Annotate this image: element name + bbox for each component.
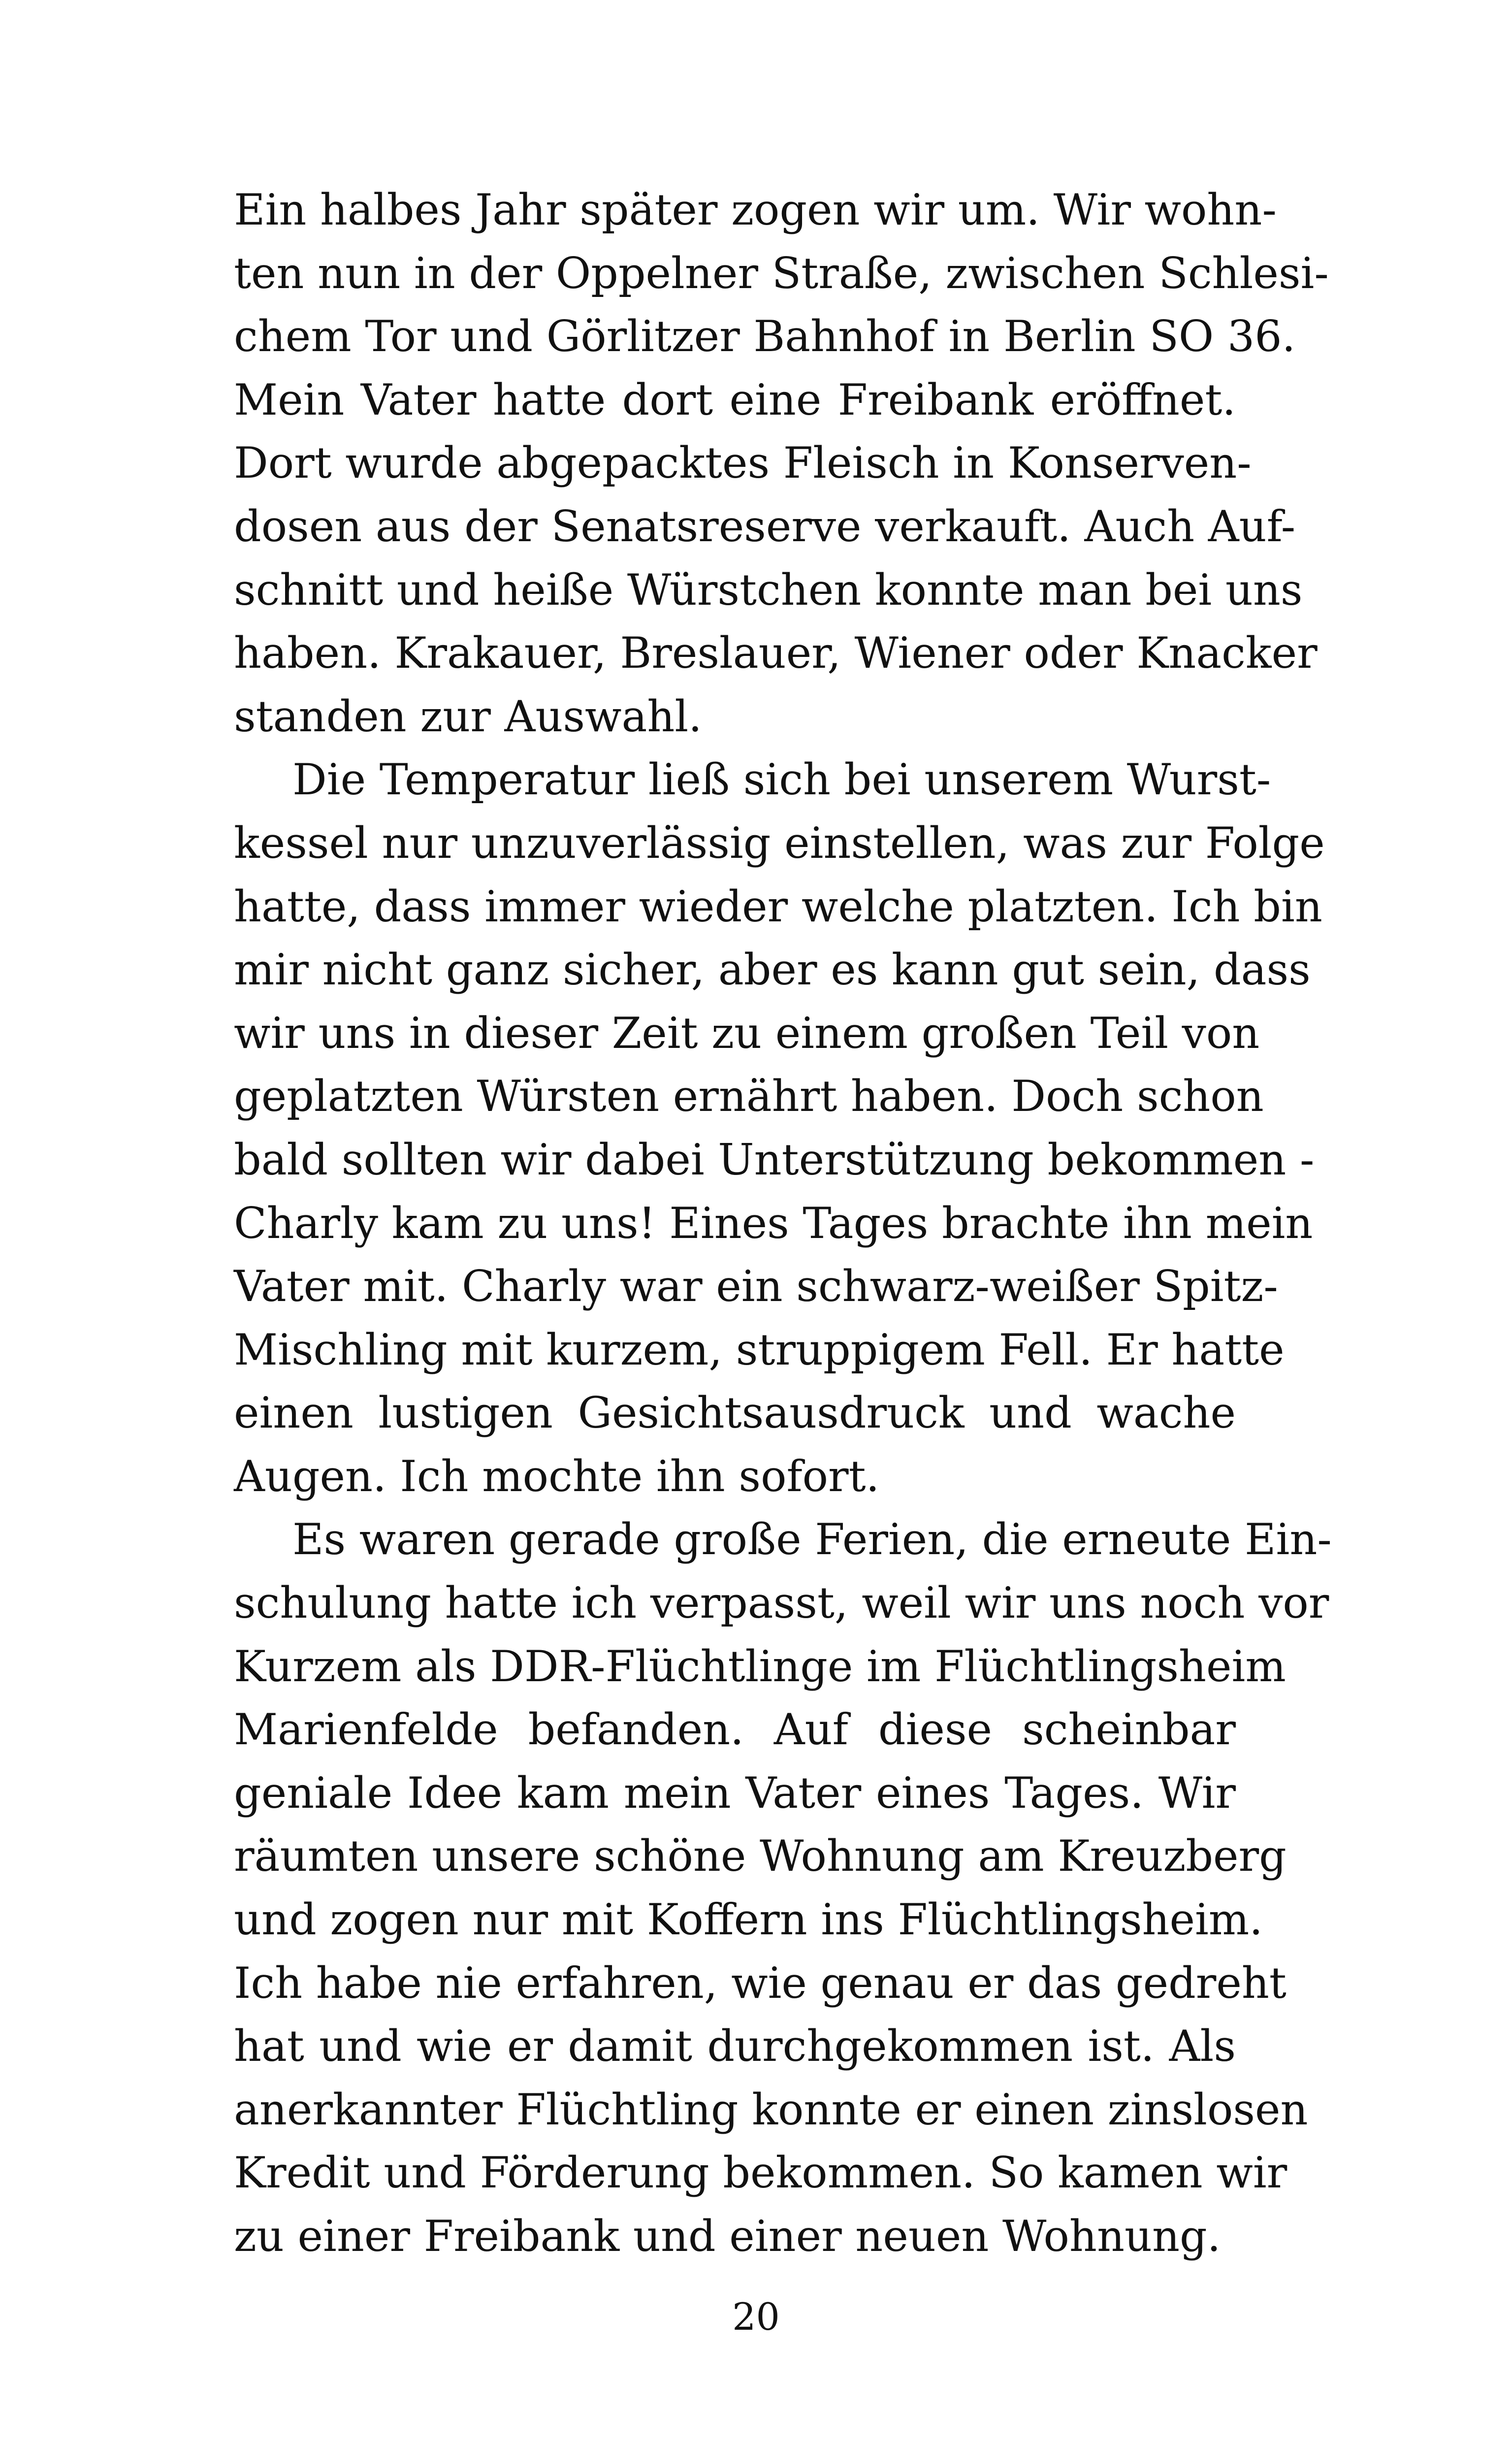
- paragraph-2-line-8: Charly kam zu uns! Eines Tages brachte ihn mein: [234, 1198, 1313, 1248]
- paragraph-1-line-9: standen zur Auswahl.: [234, 691, 702, 742]
- paragraph-1-line-2: ten nun in der Oppelner Straße, zwischen Schlesi-: [234, 248, 1329, 298]
- paragraph-3-line-9: hat und wie er damit durchgekommen ist. Als: [234, 2021, 1236, 2072]
- page-number: 20: [732, 2295, 780, 2339]
- paragraph-1-line-8: haben. Krakauer, Breslauer, Wiener oder Knacker: [234, 628, 1318, 679]
- paragraph-1-line-7: schnitt und heiße Würstchen konnte man bei uns: [234, 564, 1303, 615]
- paragraph-2-line-4: mir nicht ganz sicher, aber es kann gut sein, dass: [234, 945, 1311, 995]
- paragraph-2-line-2: kessel nur unzuverlässig einstellen, was zur Folge: [234, 817, 1325, 868]
- paragraph-3-line-1: Es waren gerade große Ferien, die erneute Ein-: [292, 1514, 1332, 1565]
- body-text: [234, 178, 1332, 2268]
- paragraph-1-line-6: dosen aus der Senatsreserve verkauft. Auch Auf-: [234, 501, 1296, 552]
- paragraph-1-line-5: Dort wurde abgepacktes Fleisch in Konserven-: [234, 438, 1252, 489]
- paragraph-3-line-5: geniale Idee kam mein Vater eines Tages. Wir: [234, 1767, 1236, 1818]
- paragraph-2-line-12: Augen. Ich mochte ihn sofort.: [234, 1451, 880, 1501]
- paragraph-1-line-3: chem Tor und Görlitzer Bahnhof in Berlin SO 36.: [234, 311, 1296, 362]
- paragraph-1-line-1: Ein halbes Jahr später zogen wir um. Wir wohn-: [234, 185, 1277, 235]
- paragraph-2-line-5: wir uns in dieser Zeit zu einem großen Teil von: [234, 1008, 1260, 1058]
- paragraph-2-line-11: einen lustigen Gesichtsausdruck und wache: [234, 1388, 1236, 1438]
- paragraph-3-line-11: Kredit und Förderung bekommen. So kamen wir: [234, 2148, 1287, 2198]
- paragraph-3-line-6: räumten unsere schöne Wohnung am Kreuzberg: [234, 1831, 1287, 1882]
- paragraph-3-line-10: anerkannter Flüchtling konnte er einen zinslosen: [234, 2084, 1308, 2135]
- paragraph-3-line-4: Marienfelde befanden. Auf diese scheinbar: [234, 1704, 1236, 1755]
- paragraph-2-line-10: Mischling mit kurzem, struppigem Fell. Er hatte: [234, 1324, 1285, 1375]
- paragraph-3-line-12: zu einer Freibank und einer neuen Wohnung.: [234, 2211, 1221, 2261]
- paragraph-2-line-7: bald sollten wir dabei Unterstützung bekommen -: [234, 1134, 1315, 1185]
- paragraph-2-line-1: Die Temperatur ließ sich bei unserem Wurst-: [292, 754, 1271, 805]
- paragraph-1-line-4: Mein Vater hatte dort eine Freibank eröffnet.: [234, 374, 1236, 425]
- paragraph-3-line-7: und zogen nur mit Koffern ins Flüchtlingsheim.: [234, 1894, 1263, 1945]
- paragraph-2-line-9: Vater mit. Charly war ein schwarz-weißer Spitz-: [234, 1261, 1278, 1312]
- paragraph-3-line-2: schulung hatte ich verpasst, weil wir uns noch vor: [234, 1578, 1329, 1629]
- paragraph-2-line-3: hatte, dass immer wieder welche platzten. Ich bin: [234, 881, 1322, 932]
- paragraph-3-line-3: Kurzem als DDR-Flüchtlinge im Flüchtlingsheim: [234, 1641, 1286, 1692]
- paragraph-3-line-8: Ich habe nie erfahren, wie genau er das gedreht: [234, 1957, 1287, 2008]
- paragraph-2-line-6: geplatzten Würsten ernährt haben. Doch schon: [234, 1071, 1264, 1122]
